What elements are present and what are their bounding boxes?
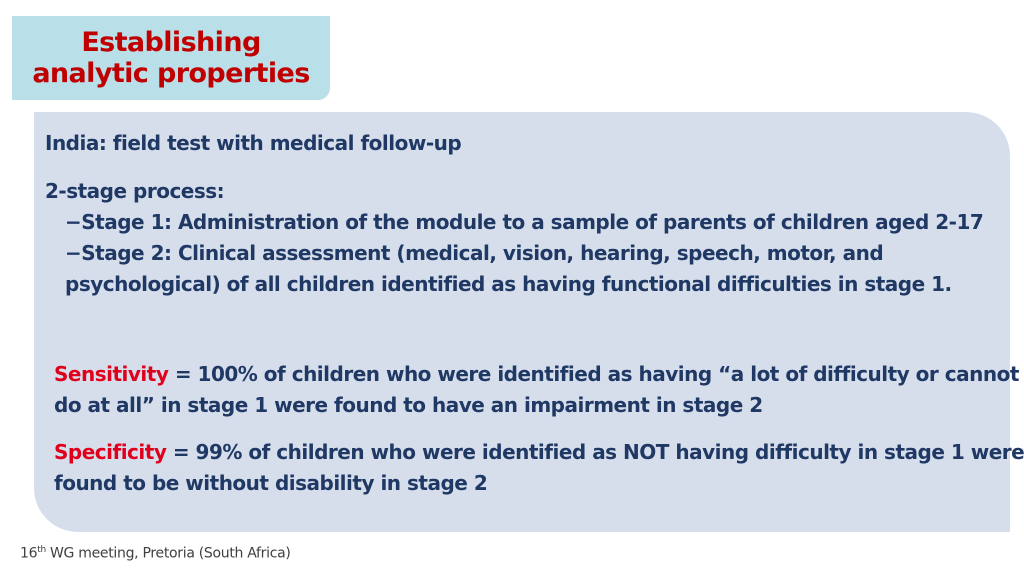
specificity-definition: = 99% of children who were identified as NOT having difficulty in stage 1 were xyxy=(166,440,1024,464)
footer-meeting-label xyxy=(20,545,291,562)
field-test-heading: India: field test with medical follow-up xyxy=(45,131,462,155)
slide-title-line-1: Establishing xyxy=(81,27,261,58)
title-box xyxy=(12,16,330,100)
footer-superscript: th xyxy=(37,545,46,555)
sensitivity-definition: = 100% of children who were identified as having “a lot of difficulty or cannot xyxy=(168,362,1019,386)
specificity-line-2: found to be without disability in stage 2 xyxy=(54,471,488,495)
content-panel xyxy=(34,112,1010,532)
stage-2-text-line-2: psychological) of all children identified as having functional difficulties in stage 1. xyxy=(65,272,952,296)
slide-title-line-2: analytic properties xyxy=(32,58,310,89)
sensitivity-line-2: do at all” in stage 1 were found to have an impairment in stage 2 xyxy=(54,393,763,417)
specificity-term: Specificity xyxy=(54,440,167,464)
specificity-line-1 xyxy=(54,440,1024,464)
stage-2-text-line-1: −Stage 2: Clinical assessment (medical, vision, hearing, speech, motor, and xyxy=(65,241,884,265)
stage-1-text: −Stage 1: Administration of the module to a sample of parents of children aged 2-17 xyxy=(65,210,984,234)
sensitivity-line-1 xyxy=(54,362,1019,386)
footer-text: WG meeting, Pretoria (South Africa) xyxy=(45,545,291,562)
sensitivity-term: Sensitivity xyxy=(54,362,169,386)
process-title: 2-stage process: xyxy=(45,179,225,203)
footer-number: 16 xyxy=(20,545,38,562)
